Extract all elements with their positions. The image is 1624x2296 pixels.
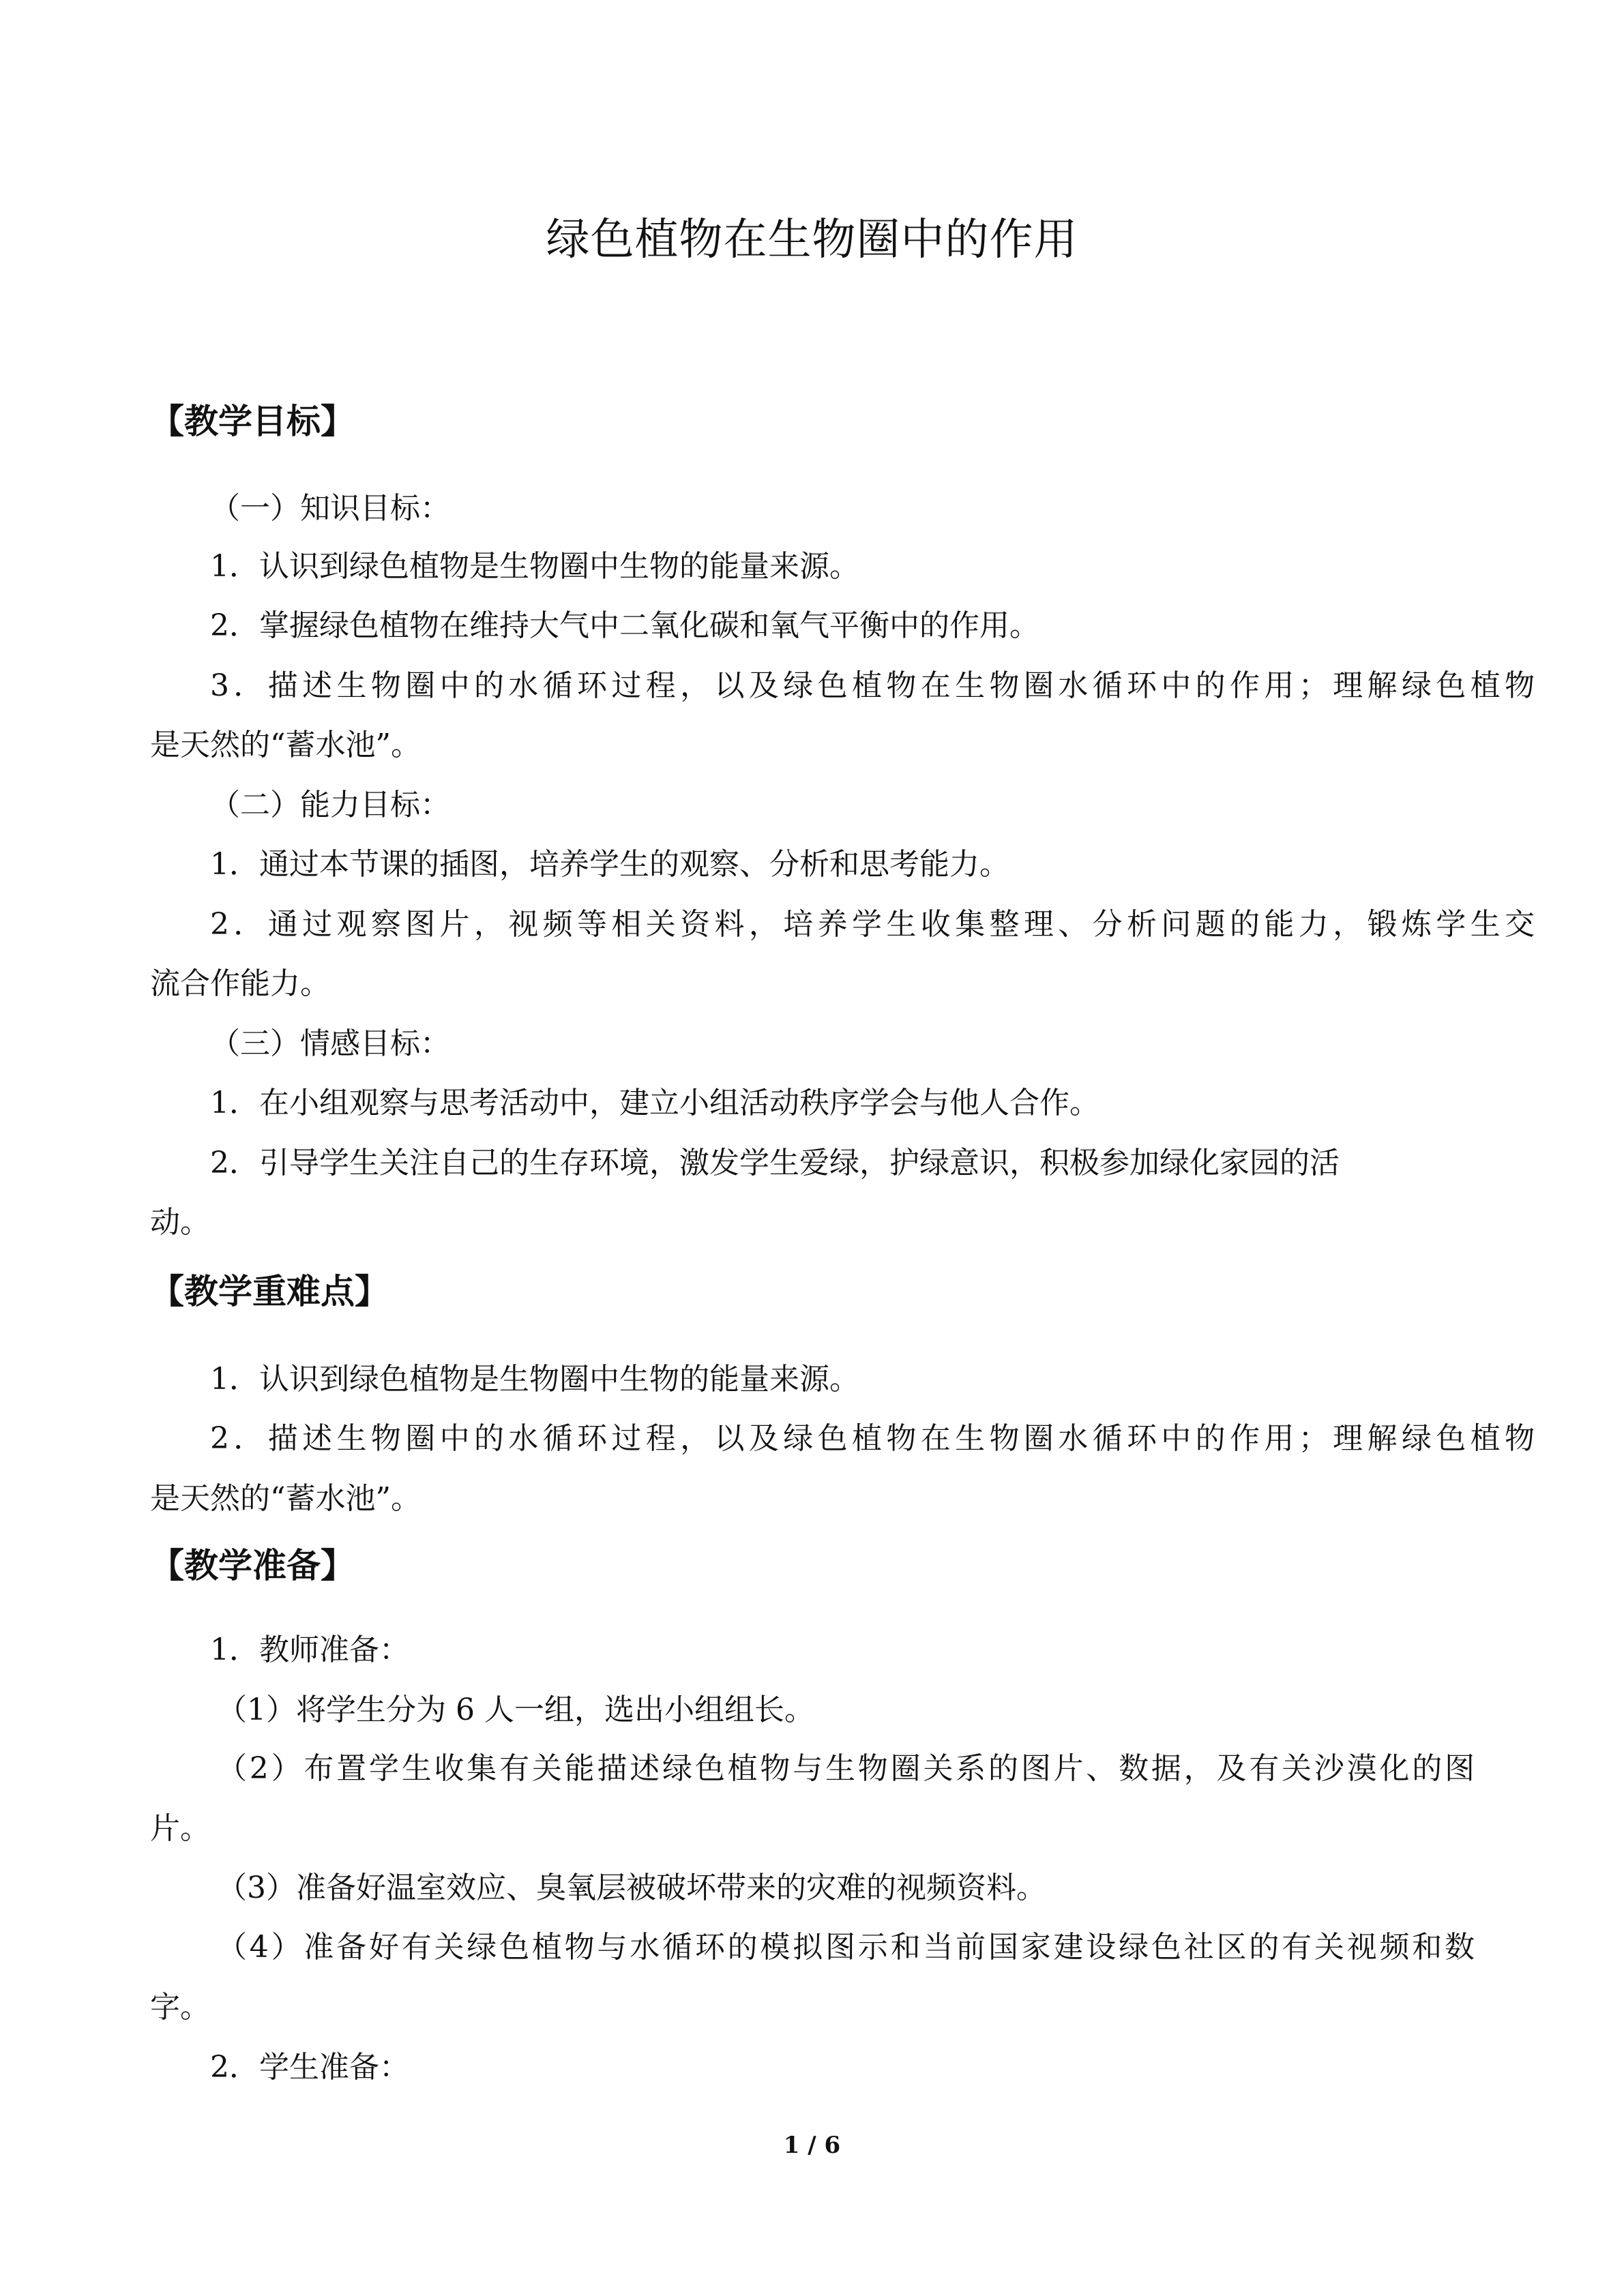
teacher-prep-item-4-line-2: 字。	[150, 1990, 210, 2025]
emotion-item-1: 1．在小组观察与思考活动中，建立小组活动秩序学会与他人合作。	[210, 1086, 1099, 1120]
knowledge-item-1: 1．认识到绿色植物是生物圈中生物的能量来源。	[210, 549, 859, 584]
section-heading-key-points: 【教学重难点】	[150, 1272, 389, 1311]
emotion-item-2-line-2: 动。	[150, 1205, 210, 1240]
key-point-2-line-1: 2．描述生物圈中的水循环过程，以及绿色植物在生物圈水循环中的作用；理解绿色植物	[210, 1421, 1535, 1456]
document-title: 绿色植物在生物圈中的作用	[546, 215, 1078, 265]
section-heading-preparation: 【教学准备】	[150, 1546, 355, 1585]
ability-item-2-line-2: 流合作能力。	[150, 966, 330, 1001]
student-preparation-label: 2．学生准备：	[210, 2050, 409, 2085]
knowledge-item-3-line-1: 3．描述生物圈中的水循环过程，以及绿色植物在生物圈水循环中的作用；理解绿色植物	[210, 668, 1535, 703]
teacher-prep-item-3: （3）准备好温室效应、臭氧层被破坏带来的灾难的视频资料。	[217, 1870, 1046, 1905]
teacher-prep-item-4-line-1: （4）准备好有关绿色植物与水循环的模拟图示和当前国家建设绿色社区的有关视频和数	[217, 1930, 1475, 1965]
page-indicator: 1 / 6	[783, 2132, 841, 2159]
knowledge-objectives-label: （一）知识目标：	[210, 491, 450, 526]
knowledge-item-3-line-2: 是天然的“蓄水池”。	[150, 728, 421, 762]
section-heading-objectives: 【教学目标】	[150, 402, 355, 441]
teacher-prep-item-2-line-1: （2）布置学生收集有关能描述绿色植物与生物圈关系的图片、数据，及有关沙漠化的图	[217, 1751, 1475, 1786]
teacher-preparation-label: 1．教师准备：	[210, 1632, 409, 1667]
key-point-1: 1．认识到绿色植物是生物圈中生物的能量来源。	[210, 1362, 859, 1397]
teacher-prep-item-1: （1）将学生分为 6 人一组，选出小组组长。	[217, 1693, 814, 1727]
emotion-objectives-label: （三）情感目标：	[210, 1026, 450, 1061]
teacher-prep-item-2-line-2: 片。	[150, 1811, 210, 1846]
key-point-2-line-2: 是天然的“蓄水池”。	[150, 1481, 421, 1516]
ability-objectives-label: （二）能力目标：	[210, 788, 450, 822]
knowledge-item-2: 2．掌握绿色植物在维持大气中二氧化碳和氧气平衡中的作用。	[210, 608, 1039, 643]
ability-item-1: 1．通过本节课的插图，培养学生的观察、分析和思考能力。	[210, 847, 1009, 882]
emotion-item-2-line-1: 2．引导学生关注自己的生存环境，激发学生爱绿，护绿意识，积极参加绿化家园的活	[210, 1146, 1340, 1180]
ability-item-2-line-1: 2．通过观察图片，视频等相关资料，培养学生收集整理、分析问题的能力，锻炼学生交	[210, 907, 1535, 942]
